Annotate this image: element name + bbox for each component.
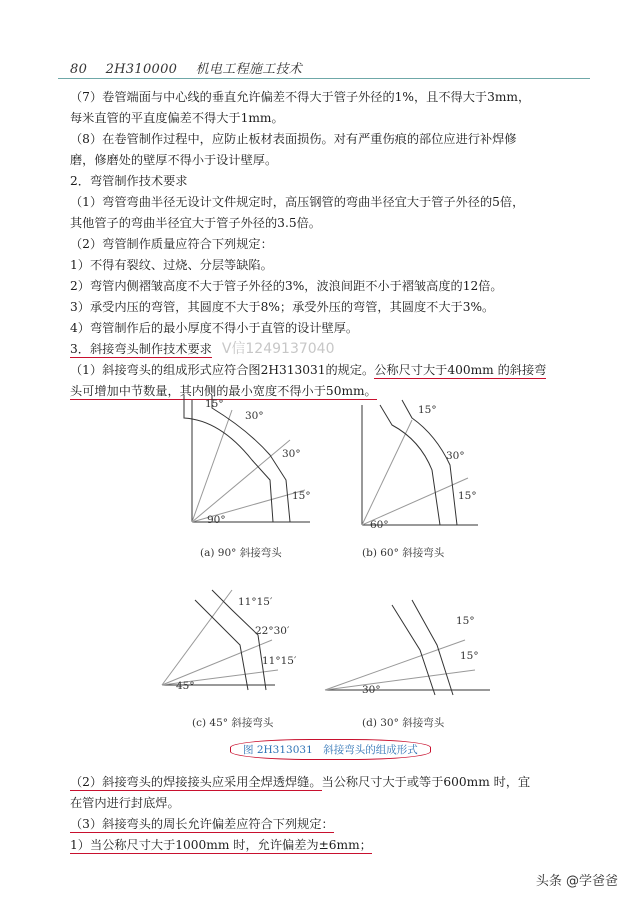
angle-label: 11°15′ [262, 655, 297, 667]
chapter-code: 2H310000 [105, 62, 178, 77]
angle-label: 15° [456, 615, 475, 627]
angle-label: 30° [245, 410, 264, 422]
angle-label: 15° [460, 650, 479, 662]
paragraph: 其他管子的弯曲半径宜大于管子外径的3.5倍。 [70, 216, 321, 230]
angle-label: 22°30′ [255, 625, 290, 637]
paragraph: （2）弯管制作质量应符合下列规定： [70, 237, 273, 251]
angle-label: 15° [458, 490, 477, 502]
text-span: 当公称尺寸大于或等于600mm 时，宜 [321, 775, 531, 789]
angle-label: 90° [207, 514, 226, 526]
elbow-diagram-60 [362, 400, 478, 525]
figure-caption-c: (c) 45° 斜接弯头 [192, 717, 274, 729]
list-item: 2）弯管内侧褶皱高度不大于管子外径的3%，波浪间距不小于褶皱高度的12倍。 [70, 279, 503, 293]
figure-caption-b: (b) 60° 斜接弯头 [362, 547, 445, 559]
list-item [70, 835, 590, 856]
underlined-text: （3）斜接弯头的周长允许偏差应符合下列规定： [70, 817, 334, 831]
list-item: 4）弯管制作后的最小厚度不得小于直管的设计壁厚。 [70, 321, 359, 335]
text-span: （1）斜接弯头的组成形式应符合图2H313031的规定。 [70, 363, 375, 377]
angle-label: 15° [205, 398, 224, 410]
paragraph: 在管内进行封底焊。 [70, 796, 180, 810]
figure-title: 图 2H313031 斜接弯头的组成形式 [230, 739, 431, 760]
angle-label: 45° [176, 680, 195, 692]
underlined-text: 头可增加中节数量，其内侧的最小宽度不得小于50mm。 [70, 384, 377, 398]
book-title: 机电工程施工技术 [195, 62, 303, 77]
underlined-text: （2）斜接弯头的焊接接头应采用全焊透焊缝。 [70, 775, 322, 789]
angle-label: 30° [362, 684, 381, 696]
underlined-text: 1）当公称尺寸大于1000mm 时，允许偏差为±6mm； [70, 838, 372, 852]
section-heading: 2．弯管制作技术要求 [70, 174, 188, 188]
angle-label: 30° [282, 448, 301, 460]
paragraph: 每米直管的平直度偏差不得大于1mm。 [70, 111, 284, 125]
underlined-heading: 3．斜接弯头制作技术要求 [70, 342, 212, 356]
angle-label: 15° [418, 404, 437, 416]
underlined-text: 公称尺寸大于400mm 的斜接弯 [374, 363, 547, 377]
figure-caption-d: (d) 30° 斜接弯头 [362, 717, 445, 729]
paragraph [70, 814, 590, 835]
paragraph: 磨，修磨处的壁厚不得小于设计壁厚。 [70, 153, 278, 167]
paragraph: （7）卷管端面与中心线的垂直允许偏差不得大于管子外径的1%，且不得大于3mm， [70, 90, 531, 104]
angle-label: 11°15′ [238, 596, 273, 608]
paragraph: （8）在卷管制作过程中，应防止板材表面损伤。对有严重伤痕的部位应进行补焊修 [70, 132, 517, 146]
angle-label: 60° [370, 519, 389, 531]
paragraph [70, 772, 590, 793]
platform-logo: 头条 @学爸爸 [535, 874, 618, 889]
list-item: 1）不得有裂纹、过烧、分层等缺陷。 [70, 258, 273, 272]
paragraph: （1）弯管弯曲半径无设计文件规定时，高压钢管的弯曲半径宜大于管子外径的5倍， [70, 195, 525, 209]
angle-label: 30° [446, 450, 465, 462]
list-item: 3）承受内压的弯管，其圆度不大于8%；承受外压的弯管，其圆度不大于3%。 [70, 300, 495, 314]
figure-caption-a: (a) 90° 斜接弯头 [200, 547, 282, 559]
watermark-text: V信1249137040 [221, 341, 335, 357]
angle-label: 15° [292, 490, 311, 502]
page-number: 80 [70, 62, 88, 77]
